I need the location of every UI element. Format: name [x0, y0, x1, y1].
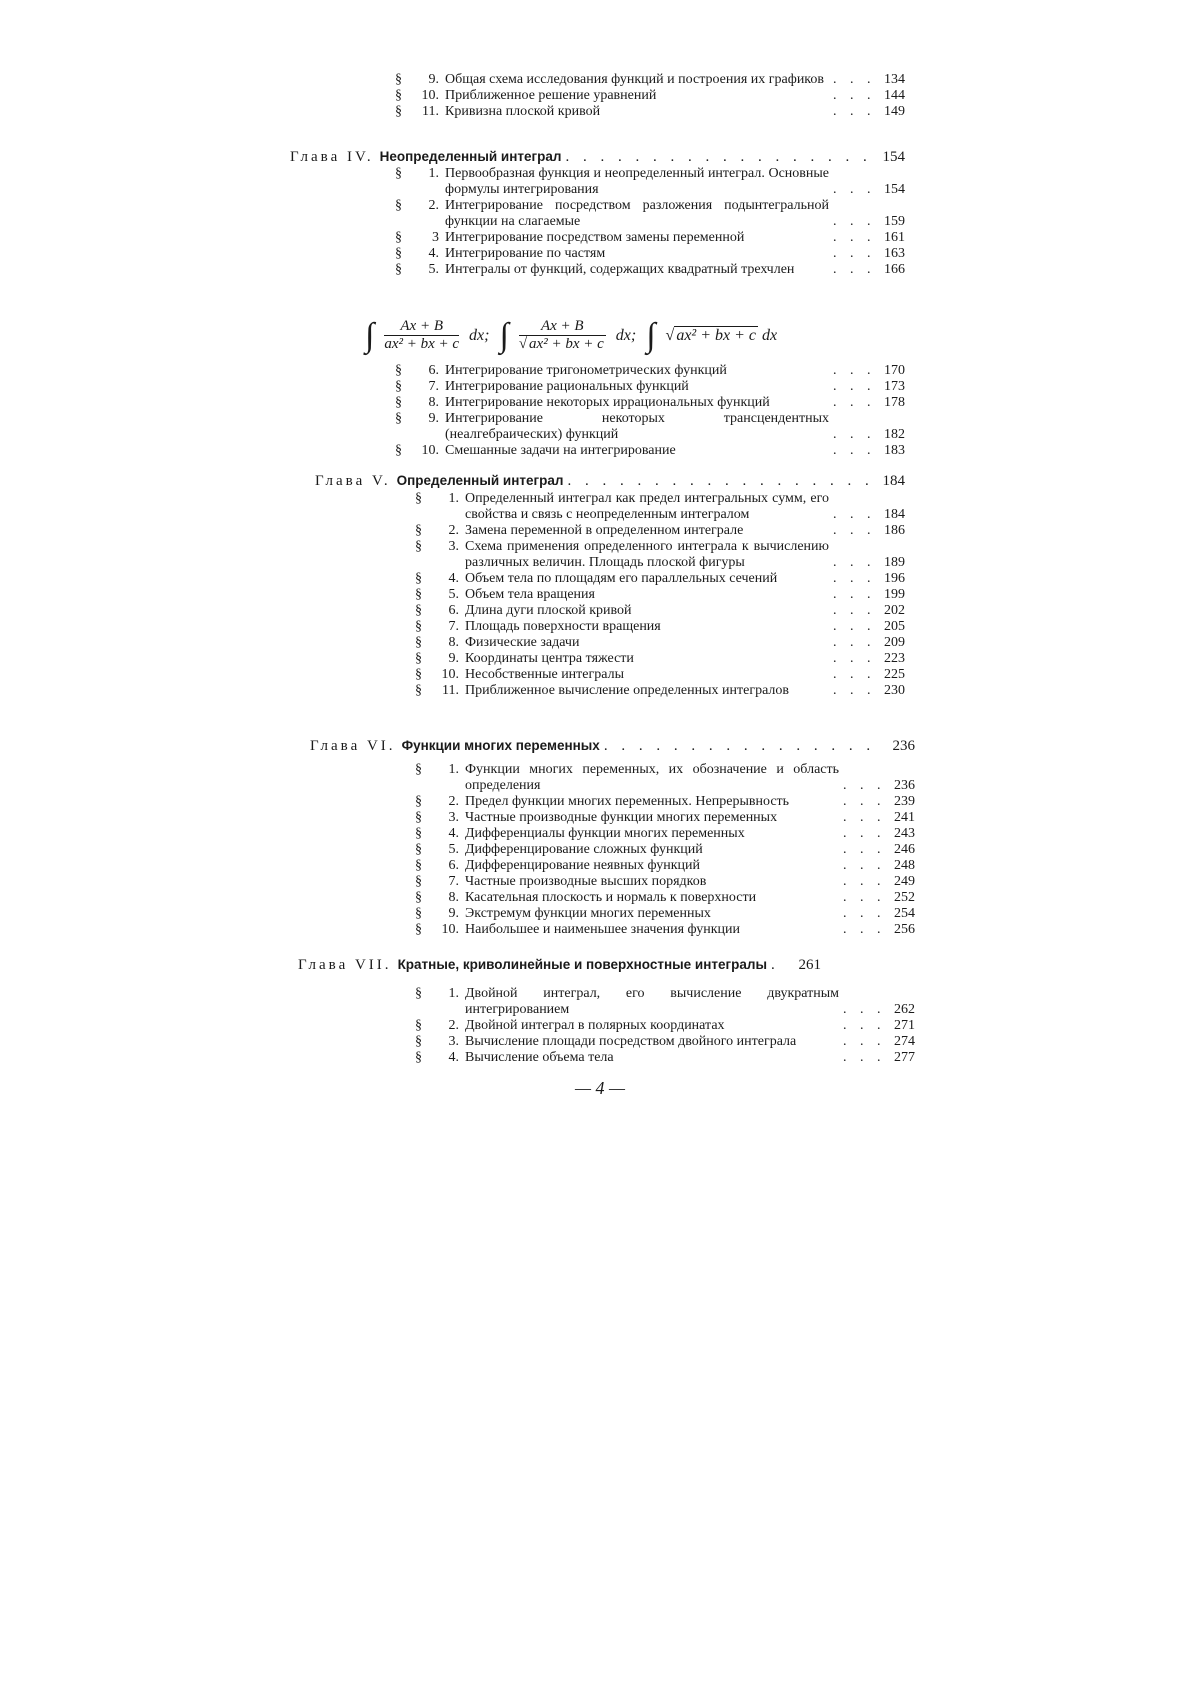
toc-entry: [415, 539, 905, 571]
section-number: 2.: [448, 794, 459, 809]
section-sign: §: [415, 619, 422, 634]
section-title: Интегралы от функций, содержащих квадратный трехчлен: [445, 262, 795, 277]
chapter-label: Глава IV.: [290, 149, 374, 165]
toc-entry: [415, 826, 915, 842]
section-sign: §: [415, 906, 422, 921]
section-sign: §: [415, 762, 422, 777]
page-number: 254: [894, 906, 915, 921]
toc-entry: [415, 1050, 915, 1066]
section-title: Частные производные высших порядков: [465, 874, 707, 889]
section-sign: §: [395, 379, 402, 394]
page-number: 182: [884, 427, 905, 442]
toc-entry: [395, 198, 905, 230]
section-number: 1.: [428, 166, 439, 181]
section-number: 1.: [448, 491, 459, 506]
section-number: 10.: [441, 667, 459, 682]
section-number: 8.: [448, 890, 459, 905]
toc-entry: [415, 922, 915, 938]
toc-entry: [415, 874, 915, 890]
section-sign: §: [395, 246, 402, 261]
toc-entry: [415, 890, 915, 906]
section-sign: §: [395, 443, 402, 458]
page-number: 183: [884, 443, 905, 458]
toc-entry: [415, 523, 905, 539]
toc-entry: [415, 1018, 915, 1034]
section-sign: §: [415, 794, 422, 809]
page-number: 178: [884, 395, 905, 410]
page-number: 184: [884, 507, 905, 522]
section-title: Двойной интеграл в полярных координатах: [465, 1018, 725, 1033]
page-number: 149: [884, 104, 905, 119]
section-title: Интегрирование некоторых иррациональных функций: [445, 395, 770, 410]
section-title: Вычисление площади посредством двойного интеграла: [465, 1034, 797, 1049]
page-number: 274: [894, 1034, 915, 1049]
section-title: Интегрирование по частям: [445, 246, 606, 261]
page-number: 225: [884, 667, 905, 682]
section-sign: §: [415, 986, 422, 1001]
section-title: Определенный интеграл как предел интегральных сумм, его свойства и связь с неопределенным интегралом: [465, 491, 829, 522]
section-sign: §: [415, 651, 422, 666]
page-number: 256: [894, 922, 915, 937]
toc-entry: [415, 794, 915, 810]
fraction-1: $\frac{Ax + B}{\text{ax² + bx + c}}$: [384, 318, 460, 352]
sqrt-expression: √ ax² + bx + c dx: [665, 326, 778, 344]
page-number: 205: [884, 619, 905, 634]
section-number: 7.: [448, 619, 459, 634]
section-title: Объем тела вращения: [465, 587, 595, 602]
chapter-4-entries: [395, 166, 905, 278]
section-number: 4.: [448, 1050, 459, 1065]
section-title: Экстремум функции многих переменных: [465, 906, 711, 921]
toc-entry: [395, 411, 905, 443]
section-sign: §: [415, 539, 422, 554]
section-sign: §: [415, 523, 422, 538]
page-number: 223: [884, 651, 905, 666]
toc-entry: [395, 379, 905, 395]
section-title: Наибольшее и наименьшее значения функции: [465, 922, 741, 937]
section-number: 3: [432, 230, 439, 245]
section-sign: §: [415, 874, 422, 889]
section-title: Функции многих переменных, их обозначение и область определения: [465, 762, 839, 793]
section-title: Дифференцирование сложных функций: [465, 842, 703, 857]
section-title: Общая схема исследования функций и построения их графиков: [445, 72, 825, 87]
toc-entry: [415, 603, 905, 619]
section-number: 3.: [448, 1034, 459, 1049]
page-footer: — 4 —: [574, 1078, 625, 1098]
section-title: Первообразная функция и неопределенный интеграл. Основные формулы интегрирования: [445, 166, 829, 197]
section-sign: §: [415, 587, 422, 602]
page-number: 241: [894, 810, 915, 825]
section-sign: §: [415, 826, 422, 841]
toc-entry: [395, 395, 905, 411]
section-sign: §: [395, 166, 402, 181]
page-number: 262: [894, 1002, 915, 1017]
page-number: 186: [884, 523, 905, 538]
section-title: Двойной интеграл, его вычисление двукратным интегрированием: [465, 986, 839, 1017]
section-number: 5.: [428, 262, 439, 277]
section-sign: §: [415, 571, 422, 586]
section-sign: §: [415, 858, 422, 873]
section-number: 7.: [428, 379, 439, 394]
page-number: 239: [894, 794, 915, 809]
section-number: 8.: [428, 395, 439, 410]
section-sign: §: [415, 842, 422, 857]
toc-entry: [415, 810, 915, 826]
toc-entry: [395, 262, 905, 278]
section-number: 2.: [428, 198, 439, 213]
toc-entry: [415, 762, 915, 794]
section-number: 2.: [448, 523, 459, 538]
section-number: 8.: [448, 635, 459, 650]
toc-entry: [395, 443, 905, 459]
toc-entry: [415, 491, 905, 523]
section-number: 7.: [448, 874, 459, 889]
page-number: 196: [884, 571, 905, 586]
section-title: Интегрирование посредством замены переменной: [445, 230, 745, 245]
toc-entry: [415, 587, 905, 603]
section-title: Физические задачи: [465, 635, 580, 650]
section-title: Схема применения определенного интеграла к вычислению различных величин. Площадь плоской фигуры: [465, 539, 829, 570]
toc-entry: [415, 858, 915, 874]
section-sign: §: [415, 890, 422, 905]
toc-entry: [415, 906, 915, 922]
toc-entry: [415, 986, 915, 1018]
toc-entry: [395, 363, 905, 379]
toc-entry: [415, 1034, 915, 1050]
section-sign: §: [415, 683, 422, 698]
section-number: 9.: [428, 72, 439, 87]
section-sign: §: [415, 603, 422, 618]
page-number: 170: [884, 363, 905, 378]
page-number: 248: [894, 858, 915, 873]
section-number: 11.: [442, 683, 459, 698]
section-number: 5.: [448, 587, 459, 602]
toc-entry: [395, 246, 905, 262]
chapter-7-entries: [415, 986, 915, 1066]
chapter-heading-7: Глава VII. Кратные, криволинейные и поверхностные интегралы . . . 261: [298, 956, 930, 974]
section-title: Приближенное вычисление определенных интегралов: [465, 683, 790, 698]
toc-section-top: [395, 72, 905, 120]
toc-entry: [395, 104, 905, 120]
section-number: 6.: [448, 603, 459, 618]
formula-row: ∫ $\frac{Ax + B}{\text{ax² + bx + c}}$ dx; ∫ $\frac{Ax + B}{\text{√ ax² + bx + c}}$ dx; ∫ √ ax² + bx + c dx: [365, 316, 778, 354]
section-number: 10.: [421, 443, 439, 458]
section-title: Приближенное решение уравнений: [445, 88, 657, 103]
section-sign: §: [395, 198, 402, 213]
toc-entry: [415, 667, 905, 683]
section-title: Интегрирование некоторых трансцендентных (неалгебраических) функций: [445, 411, 829, 442]
section-number: 1.: [448, 762, 459, 777]
section-number: 4.: [448, 826, 459, 841]
section-sign: §: [415, 1034, 422, 1049]
fraction-2: $\frac{Ax + B}{\text{√ ax² + bx + c}}$: [518, 318, 604, 352]
section-number: 5.: [448, 842, 459, 857]
toc-entry: [415, 635, 905, 651]
section-sign: §: [415, 1018, 422, 1033]
section-title: Частные производные функции многих переменных: [465, 810, 778, 825]
section-title: Замена переменной в определенном интеграле: [465, 523, 744, 538]
section-number: 1.: [448, 986, 459, 1001]
page-number: 249: [894, 874, 915, 889]
section-number: 6.: [428, 363, 439, 378]
section-sign: §: [415, 810, 422, 825]
toc-entry: [395, 230, 905, 246]
page-number: 252: [894, 890, 915, 905]
page-number: 163: [884, 246, 905, 261]
page-number: 277: [894, 1050, 915, 1065]
page-number: 159: [884, 214, 905, 229]
section-sign: §: [395, 88, 402, 103]
section-number: 11.: [422, 104, 439, 119]
section-title: Интегрирование рациональных функций: [445, 379, 689, 394]
page-number: 246: [894, 842, 915, 857]
section-title: Вычисление объема тела: [465, 1050, 614, 1065]
section-title: Дифференцирование неявных функций: [465, 858, 700, 873]
section-number: 4.: [448, 571, 459, 586]
section-title: Предел функции многих переменных. Непрерывность: [465, 794, 790, 809]
section-sign: §: [395, 104, 402, 119]
toc-entry: [415, 683, 905, 699]
section-sign: §: [395, 72, 402, 87]
section-sign: §: [395, 262, 402, 277]
section-sign: §: [415, 635, 422, 650]
section-number: 10.: [421, 88, 439, 103]
section-title: Длина дуги плоской кривой: [465, 603, 632, 618]
toc-entry: [395, 88, 905, 104]
section-title: Интегрирование тригонометрических функций: [445, 363, 727, 378]
section-sign: §: [395, 411, 402, 426]
section-number: 3.: [448, 539, 459, 554]
chapter-6-entries: [415, 762, 915, 938]
page-number: 202: [884, 603, 905, 618]
section-sign: §: [395, 395, 402, 410]
section-title: Объем тела по площадям его параллельных сечений: [465, 571, 778, 586]
section-number: 3.: [448, 810, 459, 825]
section-number: 10.: [441, 922, 459, 937]
chapter-5-entries: [415, 491, 905, 699]
section-number: 9.: [428, 411, 439, 426]
section-sign: §: [415, 922, 422, 937]
section-title: Интегрирование посредством разложения подынтегральной функции на слагаемые: [445, 198, 829, 229]
page-number: 173: [884, 379, 905, 394]
chapter-heading-6: Глава VI. Функции многих переменных . . . 236: [310, 737, 915, 755]
section-sign: §: [395, 230, 402, 245]
page-number: 230: [884, 683, 905, 698]
toc-entry: [415, 619, 905, 635]
section-number: 9.: [448, 651, 459, 666]
section-sign: §: [415, 667, 422, 682]
page-number: 243: [894, 826, 915, 841]
section-title: Смешанные задачи на интегрирование: [445, 443, 676, 458]
section-number: 6.: [448, 858, 459, 873]
section-sign: §: [415, 1050, 422, 1065]
section-number: 9.: [448, 906, 459, 921]
section-title: Несобственные интегралы: [465, 667, 624, 682]
section-sign: §: [415, 491, 422, 506]
page-number: 271: [894, 1018, 915, 1033]
toc-entry: [395, 166, 905, 198]
page-number: 161: [884, 230, 905, 245]
section-number: 4.: [428, 246, 439, 261]
toc-entry: [415, 842, 915, 858]
section-sign: §: [395, 363, 402, 378]
page-number: 134: [884, 72, 905, 87]
page-number: 154: [882, 149, 905, 165]
chapter-heading-5: Глава V. Определенный интеграл . . . 184: [315, 472, 905, 490]
page-number: 166: [884, 262, 905, 277]
toc-entry: [395, 72, 905, 88]
toc-entry: [415, 651, 905, 667]
chapter-title: Неопределенный интеграл: [379, 149, 562, 164]
section-title: Координаты центра тяжести: [465, 651, 634, 666]
toc-entry: [415, 571, 905, 587]
section-number: 2.: [448, 1018, 459, 1033]
page-number: 199: [884, 587, 905, 602]
section-title: Касательная плоскость и нормаль к поверхности: [465, 890, 757, 905]
page-number: 209: [884, 635, 905, 650]
page-number: 154: [884, 182, 905, 197]
page-number: 189: [884, 555, 905, 570]
section-title: Дифференциалы функции многих переменных: [465, 826, 745, 841]
section-title: Площадь поверхности вращения: [465, 619, 661, 634]
page-number: 144: [884, 88, 905, 103]
page-number: 236: [894, 778, 915, 793]
section-title: Кривизна плоской кривой: [445, 104, 601, 119]
chapter-heading-4: [290, 148, 905, 166]
chapter-4-entries-continued: [395, 363, 905, 459]
